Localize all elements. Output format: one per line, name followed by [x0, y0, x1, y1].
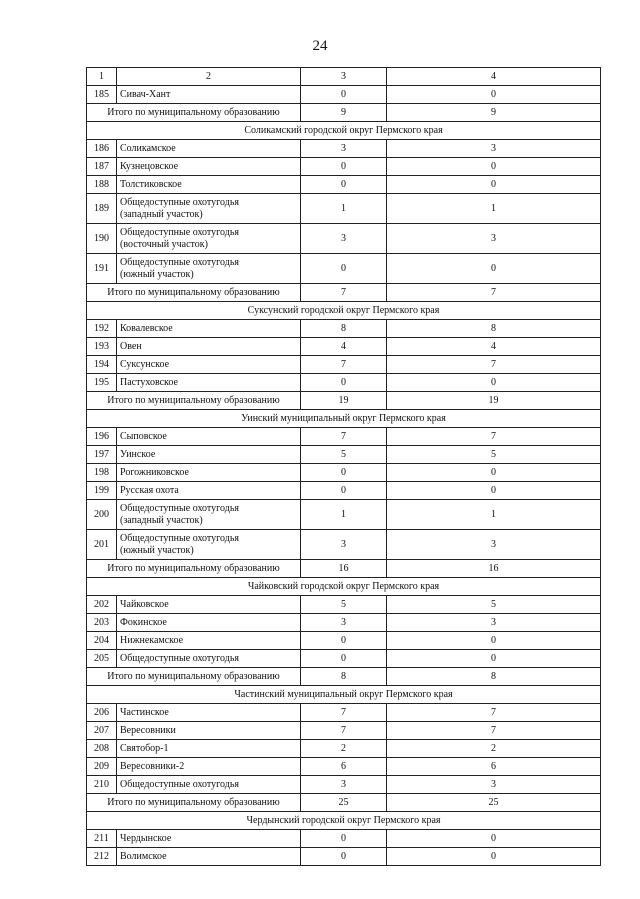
- value-col3: 0: [301, 374, 387, 392]
- ground-name: [117, 254, 301, 284]
- value-col4: 0: [387, 158, 601, 176]
- table-row: [87, 338, 601, 356]
- row-number: 189: [87, 194, 117, 224]
- value-col4: 7: [387, 722, 601, 740]
- table-row: [87, 848, 601, 866]
- row-number: 212: [87, 848, 117, 866]
- ground-name: [117, 758, 301, 776]
- section-title-row: [87, 812, 601, 830]
- value-col3: 6: [301, 758, 387, 776]
- total-col4: 7: [387, 284, 601, 302]
- total-label: Итого по муниципальному образованию: [87, 104, 301, 122]
- ground-name-line: Общедоступные охотугодья: [120, 653, 239, 664]
- section-title: Уинский муниципальный округ Пермского края: [87, 410, 601, 428]
- ground-name-line: Волимское: [120, 851, 167, 862]
- ground-name: [117, 428, 301, 446]
- value-col4: 7: [387, 704, 601, 722]
- row-number: 190: [87, 224, 117, 254]
- ground-name-line: Чердынское: [120, 833, 172, 844]
- row-number: 193: [87, 338, 117, 356]
- total-row: [87, 284, 601, 302]
- ground-name: [117, 830, 301, 848]
- header-cell: 1: [87, 68, 117, 86]
- value-col3: 7: [301, 722, 387, 740]
- row-number: 195: [87, 374, 117, 392]
- table-row: [87, 530, 601, 560]
- value-col3: 1: [301, 500, 387, 530]
- value-col4: 0: [387, 482, 601, 500]
- ground-name-line: Общедоступные охотугодья: [120, 502, 239, 514]
- value-col3: 0: [301, 254, 387, 284]
- table-row: [87, 830, 601, 848]
- section-title-row: [87, 410, 601, 428]
- value-col3: 3: [301, 614, 387, 632]
- row-number: 202: [87, 596, 117, 614]
- total-row: [87, 794, 601, 812]
- row-number: 209: [87, 758, 117, 776]
- value-col3: 0: [301, 464, 387, 482]
- ground-name-line: Толстиковское: [120, 179, 182, 190]
- ground-name-line: (восточный участок): [120, 238, 208, 250]
- row-number: 199: [87, 482, 117, 500]
- total-col3: 16: [301, 560, 387, 578]
- value-col3: 0: [301, 158, 387, 176]
- value-col3: 0: [301, 482, 387, 500]
- ground-name: [117, 176, 301, 194]
- ground-name: [117, 776, 301, 794]
- section-title: Чайковский городской округ Пермского края: [87, 578, 601, 596]
- value-col4: 3: [387, 614, 601, 632]
- value-col4: 4: [387, 338, 601, 356]
- ground-name: [117, 740, 301, 758]
- table-row: [87, 722, 601, 740]
- ground-name-line: Пастуховское: [120, 377, 178, 388]
- header-cell: 4: [387, 68, 601, 86]
- value-col3: 3: [301, 224, 387, 254]
- total-row: [87, 668, 601, 686]
- ground-name-line: Сыповское: [120, 431, 167, 442]
- value-col3: 7: [301, 356, 387, 374]
- table-row: [87, 740, 601, 758]
- total-row: [87, 560, 601, 578]
- ground-name: [117, 140, 301, 158]
- ground-name-line: Вересовники-2: [120, 761, 185, 772]
- total-col4: 8: [387, 668, 601, 686]
- value-col4: 0: [387, 254, 601, 284]
- value-col3: 0: [301, 176, 387, 194]
- total-col3: 19: [301, 392, 387, 410]
- value-col4: 3: [387, 140, 601, 158]
- ground-name-line: Рогожниковское: [120, 467, 189, 478]
- row-number: 185: [87, 86, 117, 104]
- section-title: Соликамский городской округ Пермского края: [87, 122, 601, 140]
- table-row: [87, 650, 601, 668]
- table-row: [87, 194, 601, 224]
- total-col3: 7: [301, 284, 387, 302]
- table-row: [87, 482, 601, 500]
- total-label: Итого по муниципальному образованию: [87, 284, 301, 302]
- table-row: [87, 374, 601, 392]
- value-col4: 3: [387, 530, 601, 560]
- table-row: [87, 596, 601, 614]
- ground-name: [117, 86, 301, 104]
- table-row: [87, 176, 601, 194]
- ground-name-line: Суксунское: [120, 359, 170, 370]
- ground-name: [117, 482, 301, 500]
- value-col3: 4: [301, 338, 387, 356]
- table-body: [87, 68, 601, 866]
- value-col3: 0: [301, 632, 387, 650]
- section-title-row: [87, 122, 601, 140]
- row-number: 194: [87, 356, 117, 374]
- ground-name: [117, 596, 301, 614]
- value-col3: 1: [301, 194, 387, 224]
- total-label: Итого по муниципальному образованию: [87, 392, 301, 410]
- row-number: 205: [87, 650, 117, 668]
- value-col3: 0: [301, 650, 387, 668]
- row-number: 204: [87, 632, 117, 650]
- row-number: 206: [87, 704, 117, 722]
- section-title: Суксунский городской округ Пермского края: [87, 302, 601, 320]
- table-row: [87, 464, 601, 482]
- table-row: [87, 500, 601, 530]
- value-col3: 2: [301, 740, 387, 758]
- value-col4: 1: [387, 500, 601, 530]
- value-col3: 5: [301, 446, 387, 464]
- ground-name: [117, 632, 301, 650]
- total-label: Итого по муниципальному образованию: [87, 560, 301, 578]
- ground-name: [117, 722, 301, 740]
- row-number: 191: [87, 254, 117, 284]
- ground-name: [117, 194, 301, 224]
- total-col4: 9: [387, 104, 601, 122]
- table-row: [87, 254, 601, 284]
- hunting-grounds-table: [86, 67, 601, 866]
- ground-name: [117, 338, 301, 356]
- table-row: [87, 632, 601, 650]
- row-number: 186: [87, 140, 117, 158]
- total-row: [87, 104, 601, 122]
- row-number: 210: [87, 776, 117, 794]
- total-col3: 8: [301, 668, 387, 686]
- table-row: [87, 446, 601, 464]
- ground-name: [117, 464, 301, 482]
- ground-name: [117, 848, 301, 866]
- ground-name: [117, 374, 301, 392]
- section-title-row: [87, 302, 601, 320]
- value-col4: 7: [387, 428, 601, 446]
- value-col4: 0: [387, 374, 601, 392]
- value-col3: 7: [301, 704, 387, 722]
- ground-name-line: Частинское: [120, 707, 169, 718]
- ground-name-line: Соликамское: [120, 143, 176, 154]
- ground-name-line: Сивач-Хант: [120, 89, 171, 100]
- value-col4: 0: [387, 176, 601, 194]
- row-number: 192: [87, 320, 117, 338]
- table-row: [87, 224, 601, 254]
- value-col4: 0: [387, 650, 601, 668]
- table-row: [87, 140, 601, 158]
- ground-name-line: Общедоступные охотугодья: [120, 256, 239, 268]
- value-col4: 7: [387, 356, 601, 374]
- ground-name-line: Общедоступные охотугодья: [120, 779, 239, 790]
- total-row: [87, 392, 601, 410]
- ground-name: [117, 224, 301, 254]
- value-col4: 2: [387, 740, 601, 758]
- value-col4: 6: [387, 758, 601, 776]
- value-col4: 3: [387, 776, 601, 794]
- ground-name-line: (западный участок): [120, 514, 203, 526]
- ground-name: [117, 500, 301, 530]
- value-col4: 5: [387, 446, 601, 464]
- table-row: [87, 758, 601, 776]
- ground-name-line: (западный участок): [120, 208, 203, 220]
- ground-name-line: Ковалевское: [120, 323, 173, 334]
- value-col3: 8: [301, 320, 387, 338]
- row-number: 197: [87, 446, 117, 464]
- total-col3: 25: [301, 794, 387, 812]
- total-col4: 19: [387, 392, 601, 410]
- ground-name-line: Общедоступные охотугодья: [120, 226, 239, 238]
- row-number: 200: [87, 500, 117, 530]
- ground-name-line: Общедоступные охотугодья: [120, 532, 239, 544]
- ground-name-line: Фокинское: [120, 617, 167, 628]
- value-col4: 5: [387, 596, 601, 614]
- value-col4: 8: [387, 320, 601, 338]
- row-number: 201: [87, 530, 117, 560]
- value-col3: 5: [301, 596, 387, 614]
- ground-name-line: Кузнецовское: [120, 161, 179, 172]
- section-title: Частинский муниципальный округ Пермского края: [87, 686, 601, 704]
- value-col3: 7: [301, 428, 387, 446]
- ground-name-line: (южный участок): [120, 544, 194, 556]
- total-label: Итого по муниципальному образованию: [87, 794, 301, 812]
- section-title: Чердынский городской округ Пермского края: [87, 812, 601, 830]
- ground-name: [117, 530, 301, 560]
- table-row: [87, 614, 601, 632]
- table-row: [87, 86, 601, 104]
- ground-name: [117, 356, 301, 374]
- value-col4: 0: [387, 830, 601, 848]
- row-number: 203: [87, 614, 117, 632]
- row-number: 188: [87, 176, 117, 194]
- ground-name-line: Святобор-1: [120, 743, 169, 754]
- value-col4: 0: [387, 464, 601, 482]
- ground-name-line: Вересовники: [120, 725, 176, 736]
- ground-name-line: (южный участок): [120, 268, 194, 280]
- value-col3: 3: [301, 530, 387, 560]
- header-cell: 3: [301, 68, 387, 86]
- value-col4: 0: [387, 632, 601, 650]
- ground-name-line: Уинское: [120, 449, 156, 460]
- table-row: [87, 158, 601, 176]
- total-col4: 25: [387, 794, 601, 812]
- ground-name-line: Общедоступные охотугодья: [120, 196, 239, 208]
- table-row: [87, 776, 601, 794]
- table-row: [87, 704, 601, 722]
- total-col3: 9: [301, 104, 387, 122]
- section-title-row: [87, 686, 601, 704]
- ground-name: [117, 704, 301, 722]
- row-number: 187: [87, 158, 117, 176]
- ground-name: [117, 650, 301, 668]
- value-col4: 0: [387, 86, 601, 104]
- ground-name: [117, 320, 301, 338]
- value-col3: 3: [301, 776, 387, 794]
- value-col3: 3: [301, 140, 387, 158]
- row-number: 198: [87, 464, 117, 482]
- row-number: 211: [87, 830, 117, 848]
- ground-name-line: Овен: [120, 341, 142, 352]
- value-col4: 3: [387, 224, 601, 254]
- ground-name: [117, 158, 301, 176]
- value-col3: 0: [301, 848, 387, 866]
- row-number: 196: [87, 428, 117, 446]
- value-col3: 0: [301, 86, 387, 104]
- value-col4: 1: [387, 194, 601, 224]
- table-row: [87, 356, 601, 374]
- ground-name: [117, 614, 301, 632]
- header-row: [87, 68, 601, 86]
- ground-name-line: Чайковское: [120, 599, 169, 610]
- table-row: [87, 428, 601, 446]
- table-row: [87, 320, 601, 338]
- value-col3: 0: [301, 830, 387, 848]
- ground-name-line: Русская охота: [120, 485, 179, 496]
- total-label: Итого по муниципальному образованию: [87, 668, 301, 686]
- ground-name-line: Нижнекамское: [120, 635, 184, 646]
- row-number: 208: [87, 740, 117, 758]
- row-number: 207: [87, 722, 117, 740]
- header-cell: 2: [117, 68, 301, 86]
- total-col4: 16: [387, 560, 601, 578]
- section-title-row: [87, 578, 601, 596]
- page-number: 24: [312, 38, 328, 54]
- value-col4: 0: [387, 848, 601, 866]
- ground-name: [117, 446, 301, 464]
